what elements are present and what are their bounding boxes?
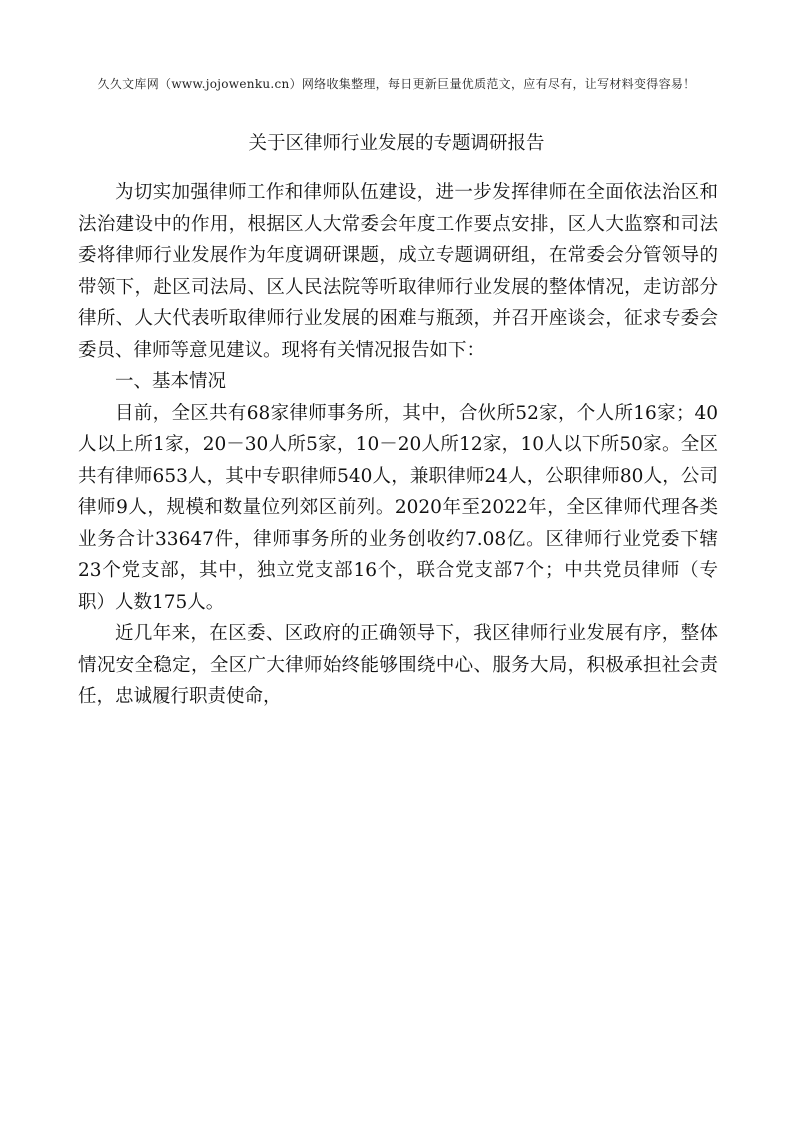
document-title: 关于区律师行业发展的专题调研报告 [248,133,545,154]
paragraph-statistics: 目前，全区共有68家律师事务所，其中，合伙所52家，个人所16家；40人以上所1家，20－30人所5家，10－20人所12家，10人以下所50家。全区共有律师653人，其中专职律师540人，兼职律师24人，公职律师80人，公司律师9人，规模和数量位列郊区前列。2020年至2022年，全区律师代理各类业务合计33647件，律师事务所的业务创收约7.08亿。区律师行业党委下辖23个党支部，其中，独立党支部16个，联合党支部7个；中共党员律师（专职）人数175人。 [78,402,718,613]
paragraph-intro: 为切实加强律师工作和律师队伍建设，进一步发挥律师在全面依法治区和法治建设中的作用，根据区人大常委会年度工作要点安排，区人大监察和司法委将律师行业发展作为年度调研课题，成立专题调研组，在常委会分管领导的带领下，赴区司法局、区人民法院等听取律师行业发展的整体情况，走访部分律所、人大代表听取律师行业发展的困难与瓶颈，并召开座谈会，征求专委会委员、律师等意见建议。现将有关情况报告如下： [78,182,718,361]
section-heading-basic-situation: 一、基本情况 [115,371,227,392]
document-body [78,177,718,713]
paragraph-recent-years: 近几年来，在区委、区政府的正确领导下，我区律师行业发展有序，整体情况安全稳定，全区广大律师始终能够围绕中心、服务大局，积极承担社会责任，忠诚履行职责使命， [78,623,718,707]
header-banner: 久久文库网（www.jojowenku.cn）网络收集整理，每日更新巨量优质范文，应有尽有，让写材料变得容易！ [97,77,696,91]
